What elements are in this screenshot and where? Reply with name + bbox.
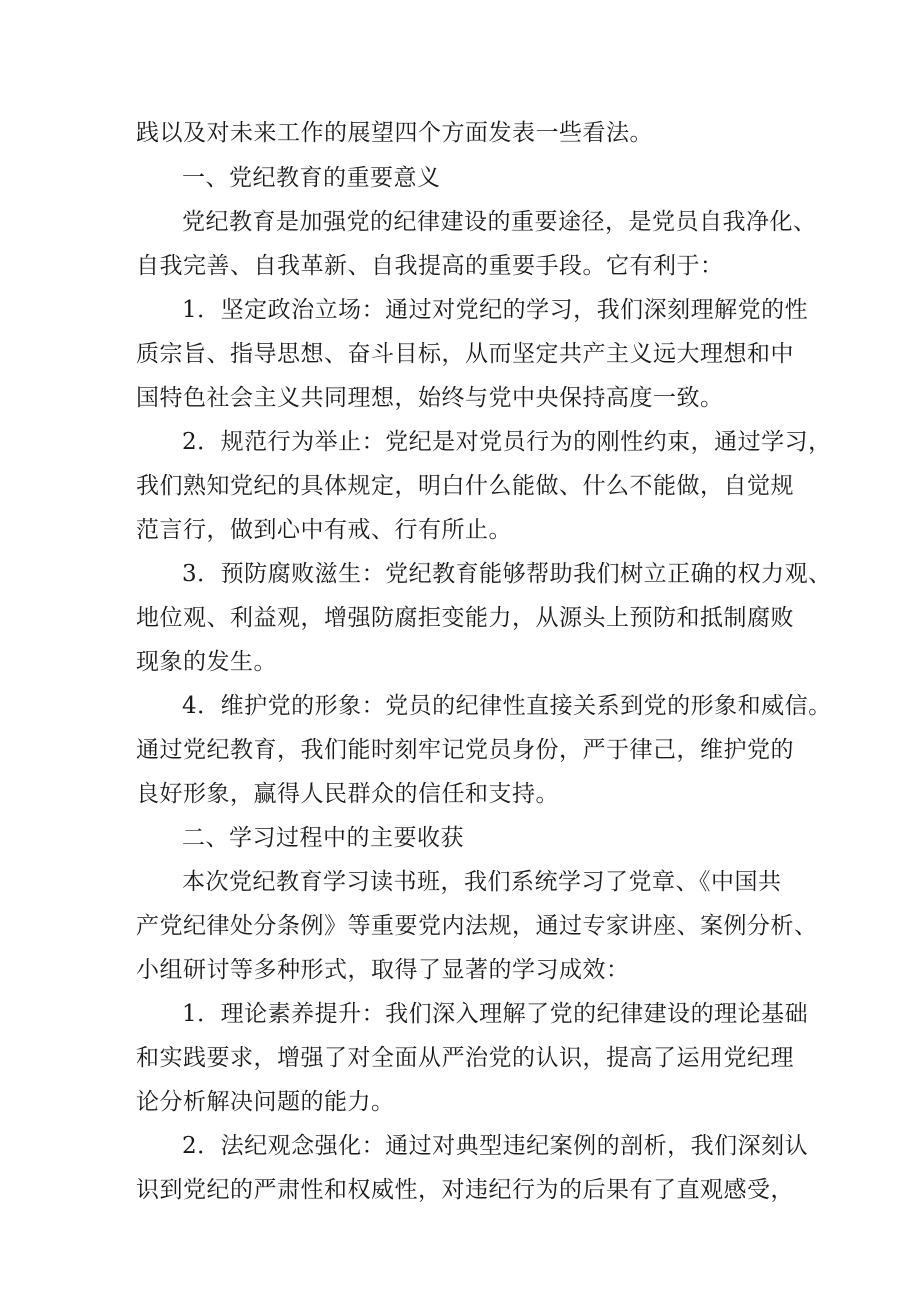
list-item-line: 4．维护党的形象：党员的纪律性直接关系到党的形象和威信。 [182, 693, 832, 719]
paragraph-line: 我们熟知党纪的具体规定，明白什么能做、什么不能做，自觉规 [136, 473, 794, 499]
paragraph-line: 国特色社会主义共同理想，始终与党中央保持高度一致。 [136, 385, 724, 411]
paragraph-line: 践以及对未来工作的展望四个方面发表一些看法。 [136, 120, 653, 146]
section-heading-1: 一、党纪教育的重要意义 [182, 165, 441, 191]
paragraph-line: 地位观、利益观，增强防腐拒变能力，从源头上预防和抵制腐败 [136, 605, 794, 631]
list-item-line: 1．理论素养提升：我们深入理解了党的纪律建设的理论基础 [182, 1001, 809, 1027]
list-item-line: 2．法纪观念强化：通过对典型违纪案例的剖析，我们深刻认 [182, 1133, 809, 1159]
paragraph-line: 通过党纪教育，我们能时刻牢记党员身份，严于律己，维护党的 [136, 737, 794, 763]
paragraph-line: 小组研讨等多种形式，取得了显著的学习成效： [136, 957, 630, 983]
paragraph-line: 和实践要求，增强了对全面从严治党的认识，提高了运用党纪理 [136, 1045, 794, 1071]
paragraph-line: 现象的发生。 [136, 649, 277, 675]
paragraph-line: 论分析解决问题的能力。 [136, 1089, 395, 1115]
paragraph-line: 良好形象，赢得人民群众的信任和支持。 [136, 781, 559, 807]
list-item-line: 3．预防腐败滋生：党纪教育能够帮助我们树立正确的权力观、 [182, 561, 832, 587]
list-item-line: 1．坚定政治立场：通过对党纪的学习，我们深刻理解党的性 [182, 297, 809, 323]
paragraph-line: 识到党纪的严肃性和权威性，对违纪行为的后果有了直观感受， [136, 1177, 794, 1203]
paragraph-line: 自我完善、自我革新、自我提高的重要手段。它有利于： [136, 253, 724, 279]
paragraph-line: 产党纪律处分条例》等重要党内法规，通过专家讲座、案例分析、 [136, 913, 818, 939]
paragraph-line: 本次党纪教育学习读书班，我们系统学习了党章、《中国共 [182, 869, 782, 895]
list-item-line: 2．规范行为举止：党纪是对党员行为的刚性约束，通过学习， [182, 429, 832, 455]
paragraph-line: 范言行，做到心中有戒、行有所止。 [136, 517, 512, 543]
section-heading-2: 二、学习过程中的主要收获 [182, 825, 464, 851]
paragraph-line: 党纪教育是加强党的纪律建设的重要途径，是党员自我净化、 [182, 209, 817, 235]
paragraph-line: 质宗旨、指导思想、奋斗目标，从而坚定共产主义远大理想和中 [136, 341, 794, 367]
